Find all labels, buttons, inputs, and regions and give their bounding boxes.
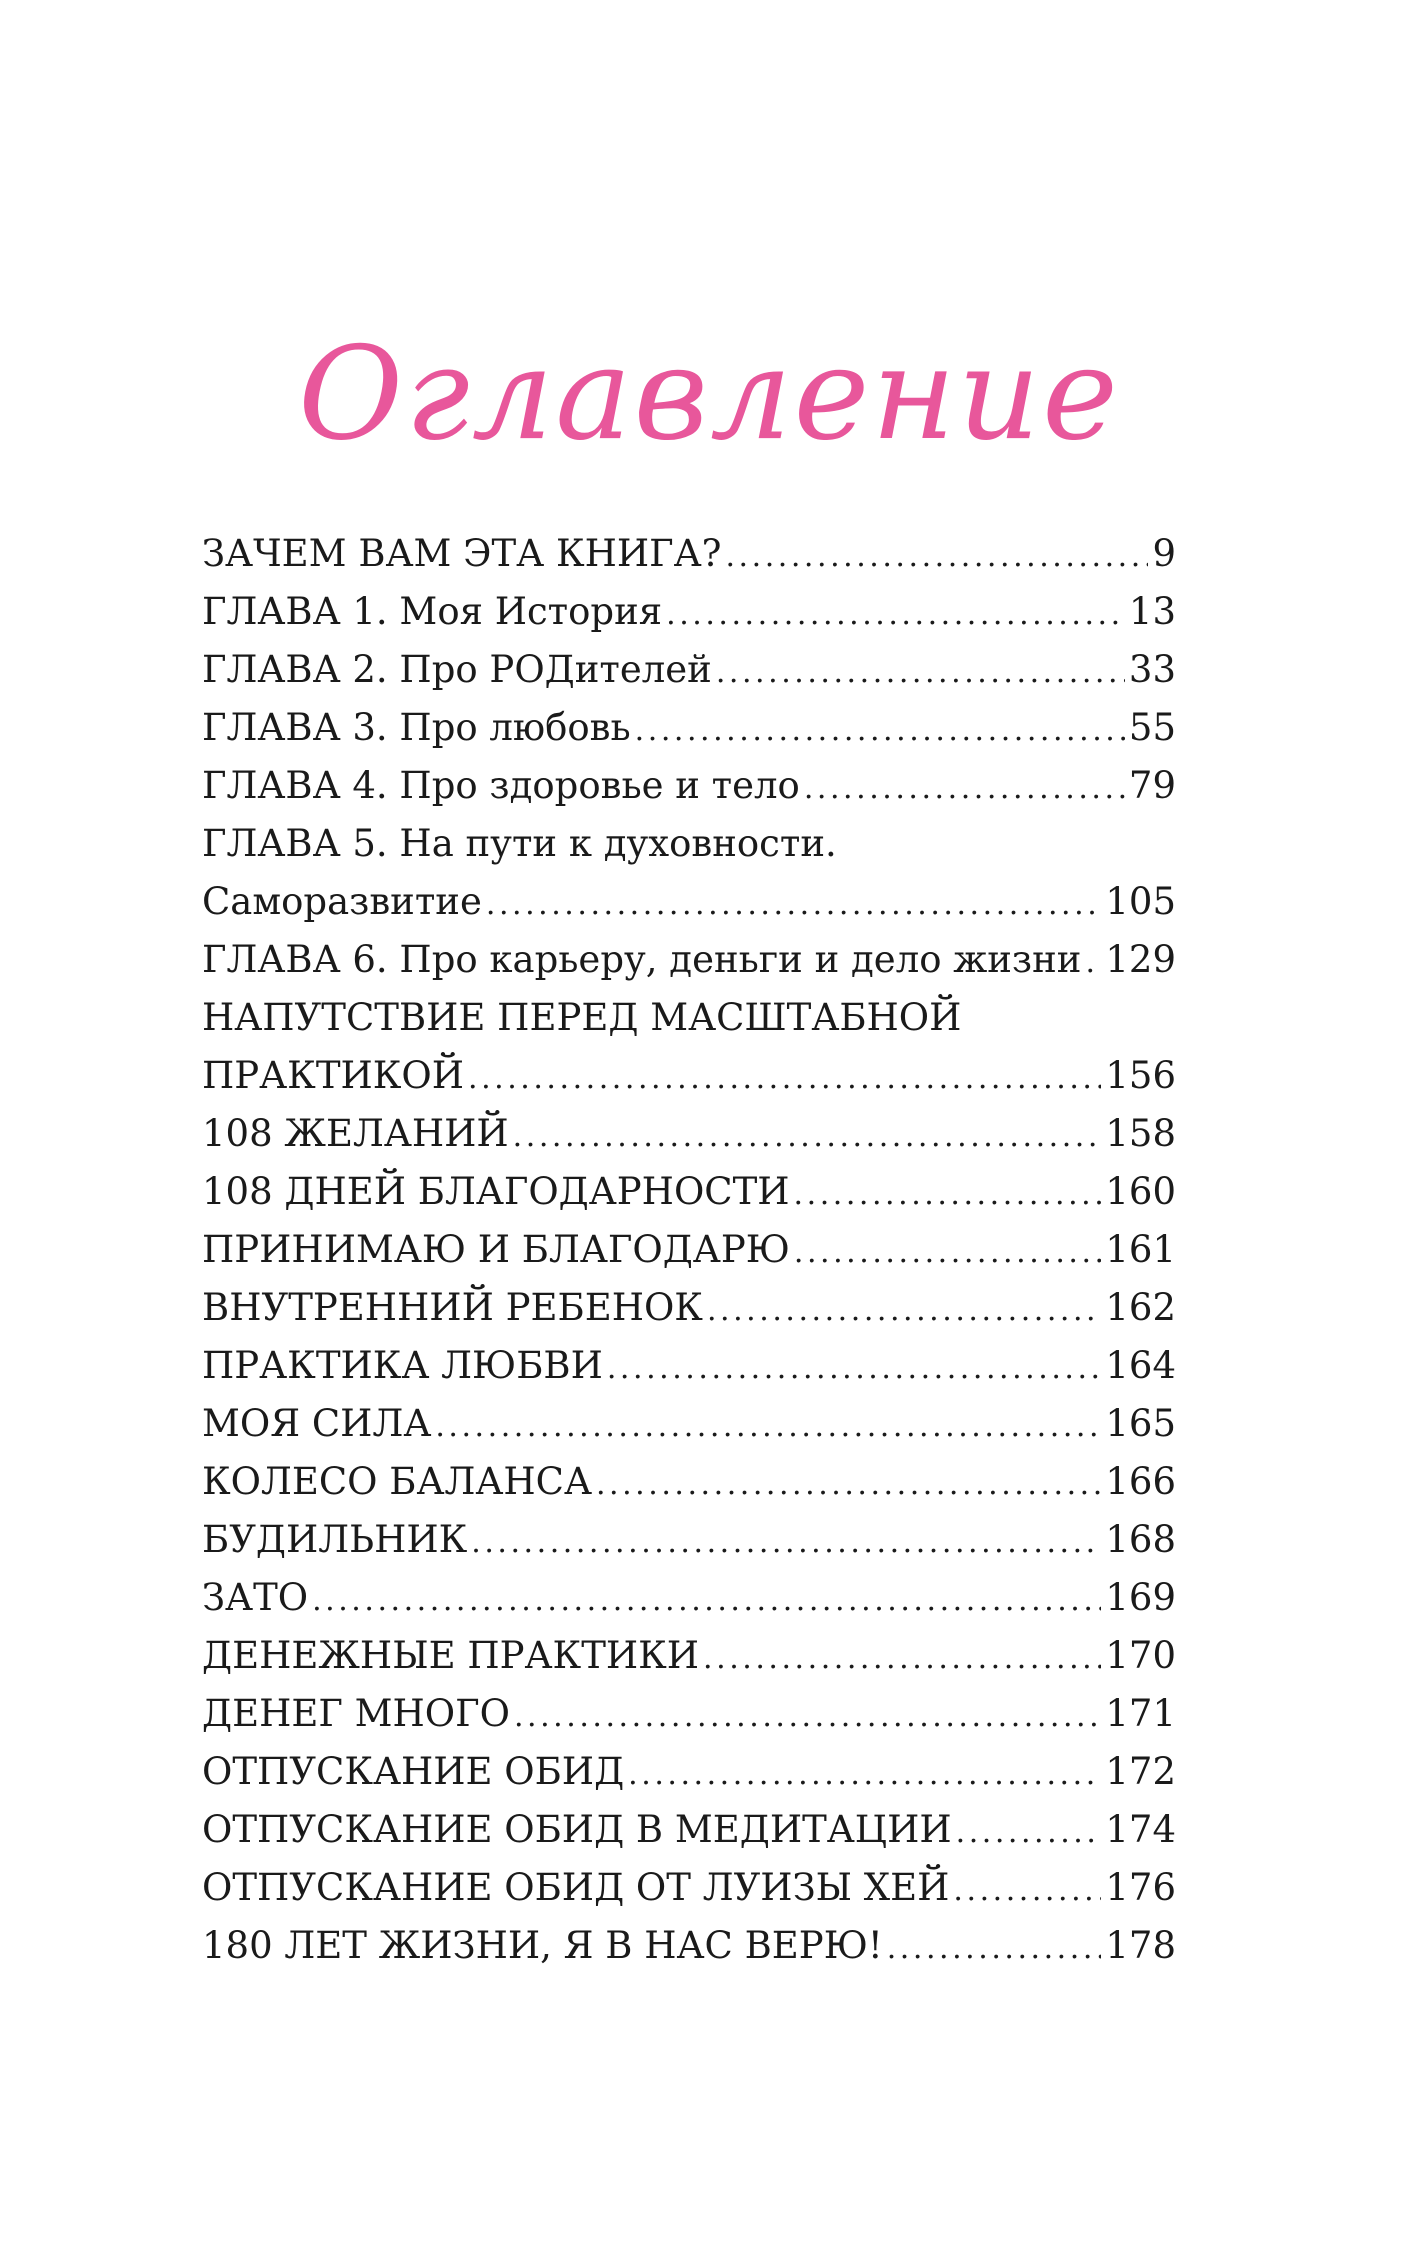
toc-leader-dots bbox=[435, 1395, 1101, 1453]
toc-leader-dots bbox=[312, 1569, 1101, 1627]
toc-entry-page: 169 bbox=[1105, 1576, 1176, 1619]
toc-entry-page: 129 bbox=[1105, 938, 1176, 981]
toc-entry-page: 160 bbox=[1105, 1170, 1176, 1213]
toc-entry-label: ЗАТО bbox=[202, 1576, 309, 1619]
toc-entry-page: 164 bbox=[1105, 1344, 1176, 1387]
toc-entry[interactable] bbox=[202, 1337, 1176, 1395]
toc-entry-page: 170 bbox=[1105, 1634, 1176, 1677]
toc-entry[interactable] bbox=[202, 1279, 1176, 1337]
toc-entry-page: 165 bbox=[1105, 1402, 1176, 1445]
toc-entry-page: 172 bbox=[1105, 1750, 1176, 1793]
table-of-contents bbox=[202, 525, 1176, 1975]
toc-entry-page: 168 bbox=[1105, 1518, 1176, 1561]
toc-entry-page: 176 bbox=[1105, 1866, 1176, 1909]
toc-leader-dots bbox=[666, 583, 1125, 641]
toc-entry-page: 162 bbox=[1105, 1286, 1176, 1329]
toc-leader-dots bbox=[628, 1743, 1101, 1801]
toc-entry-first-line[interactable] bbox=[202, 989, 1176, 1047]
toc-entry-page: 55 bbox=[1128, 706, 1176, 749]
toc-leader-dots bbox=[468, 1047, 1101, 1105]
toc-leader-dots bbox=[596, 1453, 1101, 1511]
toc-entry[interactable] bbox=[202, 1163, 1176, 1221]
toc-leader-dots bbox=[794, 1221, 1101, 1279]
toc-leader-dots bbox=[635, 699, 1125, 757]
toc-entry-label: ПРИНИМАЮ И БЛАГОДАРЮ bbox=[202, 1228, 790, 1271]
toc-entry-label: БУДИЛЬНИК bbox=[202, 1518, 468, 1561]
toc-entry-page: 166 bbox=[1105, 1460, 1176, 1503]
toc-entry[interactable] bbox=[202, 757, 1176, 815]
toc-entry-label: ЗАЧЕМ ВАМ ЭТА КНИГА? bbox=[202, 532, 722, 575]
toc-entry-label: ОТПУСКАНИЕ ОБИД bbox=[202, 1750, 625, 1793]
toc-entry[interactable] bbox=[202, 1453, 1176, 1511]
toc-entry-label: ГЛАВА 3. Про любовь bbox=[202, 706, 631, 749]
toc-entry[interactable] bbox=[202, 1859, 1176, 1917]
toc-leader-dots bbox=[794, 1163, 1102, 1221]
toc-entry-label: ОТПУСКАНИЕ ОБИД ОТ ЛУИЗЫ ХЕЙ bbox=[202, 1866, 950, 1909]
toc-entry[interactable] bbox=[202, 1801, 1176, 1859]
toc-entry-page: 161 bbox=[1105, 1228, 1176, 1271]
toc-entry-label: 108 ЖЕЛАНИЙ bbox=[202, 1112, 509, 1155]
toc-entry-page: 79 bbox=[1128, 764, 1176, 807]
toc-entry-page: 9 bbox=[1152, 532, 1176, 575]
toc-leader-dots bbox=[804, 757, 1125, 815]
toc-leader-dots bbox=[716, 641, 1125, 699]
toc-entry[interactable] bbox=[202, 641, 1176, 699]
toc-entry-label: ПРАКТИКОЙ bbox=[202, 1054, 464, 1097]
toc-entry[interactable] bbox=[202, 1511, 1176, 1569]
toc-entry-page: 158 bbox=[1105, 1112, 1176, 1155]
toc-leader-dots bbox=[956, 1801, 1102, 1859]
toc-entry-page: 105 bbox=[1105, 880, 1176, 923]
toc-entry[interactable] bbox=[202, 1917, 1176, 1975]
toc-entry-label: ДЕНЕГ МНОГО bbox=[202, 1692, 510, 1735]
toc-entry-label: 108 ДНЕЙ БЛАГОДАРНОСТИ bbox=[202, 1170, 790, 1213]
toc-entry-label-line1: ГЛАВА 5. На пути к духовности. bbox=[202, 822, 837, 865]
toc-leader-dots bbox=[953, 1859, 1101, 1917]
toc-leader-dots bbox=[513, 1105, 1102, 1163]
toc-entry[interactable] bbox=[202, 1395, 1176, 1453]
toc-leader-dots bbox=[471, 1511, 1101, 1569]
toc-entry-label: 180 ЛЕТ ЖИЗНИ, Я В НАС ВЕРЮ! bbox=[202, 1924, 883, 1967]
toc-entry-page: 33 bbox=[1128, 648, 1176, 691]
toc-leader-dots bbox=[514, 1685, 1101, 1743]
toc-entry[interactable] bbox=[202, 873, 1176, 931]
toc-entry-page: 171 bbox=[1105, 1692, 1176, 1735]
toc-entry-label: ГЛАВА 1. Моя История bbox=[202, 590, 663, 633]
toc-entry[interactable] bbox=[202, 525, 1176, 583]
toc-entry-page: 178 bbox=[1105, 1924, 1176, 1967]
toc-entry[interactable] bbox=[202, 1743, 1176, 1801]
toc-leader-dots bbox=[703, 1627, 1101, 1685]
toc-entry[interactable] bbox=[202, 699, 1176, 757]
toc-leader-dots bbox=[725, 525, 1148, 583]
toc-entry[interactable] bbox=[202, 931, 1176, 989]
toc-entry-page: 13 bbox=[1128, 590, 1176, 633]
toc-entry-label: ПРАКТИКА ЛЮБВИ bbox=[202, 1344, 603, 1387]
toc-leader-dots bbox=[1085, 931, 1101, 989]
toc-entry-label: ДЕНЕЖНЫЕ ПРАКТИКИ bbox=[202, 1634, 700, 1677]
toc-entry[interactable] bbox=[202, 1221, 1176, 1279]
toc-entry[interactable] bbox=[202, 1105, 1176, 1163]
toc-entry-label: ГЛАВА 4. Про здоровье и тело bbox=[202, 764, 800, 807]
toc-entry[interactable] bbox=[202, 1685, 1176, 1743]
toc-entry-label: МОЯ СИЛА bbox=[202, 1402, 432, 1445]
toc-entry-page: 174 bbox=[1105, 1808, 1176, 1851]
toc-entry-label: ГЛАВА 6. Про карьеру, деньги и дело жизни bbox=[202, 938, 1082, 981]
toc-entry[interactable] bbox=[202, 1627, 1176, 1685]
toc-entry-label: КОЛЕСО БАЛАНСА bbox=[202, 1460, 592, 1503]
toc-entry-first-line[interactable] bbox=[202, 815, 1176, 873]
toc-entry[interactable] bbox=[202, 583, 1176, 641]
toc-entry[interactable] bbox=[202, 1047, 1176, 1105]
toc-leader-dots bbox=[486, 873, 1102, 931]
toc-entry-label: Саморазвитие bbox=[202, 880, 482, 923]
toc-leader-dots bbox=[887, 1917, 1102, 1975]
toc-entry-label: ГЛАВА 2. Про РОДителей bbox=[202, 648, 712, 691]
page-title: Оглавление bbox=[298, 320, 1120, 469]
toc-leader-dots bbox=[707, 1279, 1101, 1337]
toc-leader-dots bbox=[607, 1337, 1102, 1395]
toc-entry[interactable] bbox=[202, 1569, 1176, 1627]
toc-entry-page: 156 bbox=[1105, 1054, 1176, 1097]
toc-entry-label: ВНУТРЕННИЙ РЕБЕНОК bbox=[202, 1286, 703, 1329]
toc-entry-label: ОТПУСКАНИЕ ОБИД В МЕДИТАЦИИ bbox=[202, 1808, 952, 1851]
toc-entry-label-line1: НАПУТСТВИЕ ПЕРЕД МАСШТАБНОЙ bbox=[202, 996, 962, 1039]
